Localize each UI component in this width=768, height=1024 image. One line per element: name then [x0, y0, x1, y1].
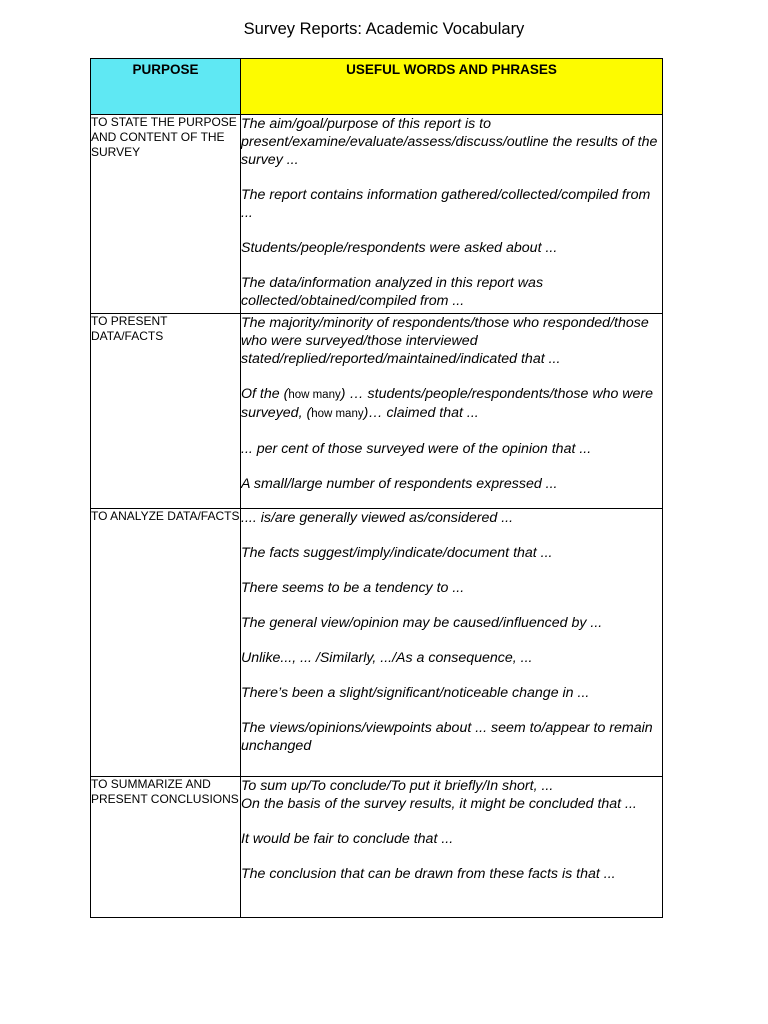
phrase-part: Of the (	[241, 386, 289, 402]
phrase: A small/large number of respondents expressed ...	[241, 476, 558, 492]
table-row	[91, 115, 663, 314]
page-title: Survey Reports: Academic Vocabulary	[243, 20, 525, 38]
table-row	[91, 314, 663, 509]
phrase: The report contains information gathered/collected/compiled from ...	[241, 187, 651, 221]
phrase: Students/people/respondents were asked about ...	[241, 240, 558, 256]
phrases-cell	[241, 115, 663, 314]
phrase: ... per cent of those surveyed were of the opinion that ...	[241, 441, 592, 457]
phrase-placeholder: how many	[288, 389, 341, 401]
phrase: On the basis of the survey results, it might be concluded that ...	[241, 796, 637, 812]
purpose-cell: TO STATE THE PURPOSE AND CONTENT OF THE SURVEY	[91, 115, 241, 314]
phrases-column-header: USEFUL WORDS AND PHRASES	[241, 59, 663, 115]
purpose-cell: TO PRESENT DATA/FACTS	[91, 314, 241, 509]
table-row	[91, 509, 663, 777]
purpose-cell: TO SUMMARIZE AND PRESENT CONCLUSIONS	[91, 777, 241, 918]
phrase: The data/information analyzed in this report was collected/obtained/compiled from ...	[241, 275, 544, 309]
header-row	[91, 59, 663, 115]
phrases-cell	[241, 509, 663, 777]
phrase: The facts suggest/imply/indicate/document that ...	[241, 545, 553, 561]
phrase: The aim/goal/purpose of this report is to present/examine/evaluate/assess/discuss/outline the results of the survey ...	[241, 116, 658, 168]
phrase: The general view/opinion may be caused/influenced by ...	[241, 615, 603, 631]
phrase-placeholder: how many	[311, 408, 364, 420]
phrase: Unlike..., ... /Similarly, .../As a consequence, ...	[241, 650, 533, 666]
phrase: The views/opinions/viewpoints about ... seem to/appear to remain unchanged	[241, 720, 653, 754]
phrases-cell	[241, 314, 663, 509]
vocabulary-table	[90, 58, 663, 918]
phrase: The majority/minority of respondents/those who responded/those who were surveyed/those interviewed stated/replied/reported/maintained/indicated that ...	[241, 315, 649, 367]
phrase-part: )… claimed that ...	[363, 405, 479, 421]
purpose-column-header: PURPOSE	[91, 59, 241, 115]
table-row	[91, 777, 663, 918]
phrase: There’s been a slight/significant/noticeable change in ...	[241, 685, 590, 701]
phrase: It would be fair to conclude that ...	[241, 831, 454, 847]
purpose-cell: TO ANALYZE DATA/FACTS	[91, 509, 241, 777]
phrase: The conclusion that can be drawn from these facts is that ...	[241, 866, 616, 882]
phrase: To sum up/To conclude/To put it briefly/In short, ...	[241, 778, 554, 794]
phrase-part: ) … students/people/respondents/those who were surveyed, (	[241, 386, 654, 421]
phrase: .... is/are generally viewed as/considered ...	[241, 510, 514, 526]
phrase: There seems to be a tendency to ...	[241, 580, 465, 596]
phrases-cell	[241, 777, 663, 918]
phrase	[241, 385, 662, 423]
